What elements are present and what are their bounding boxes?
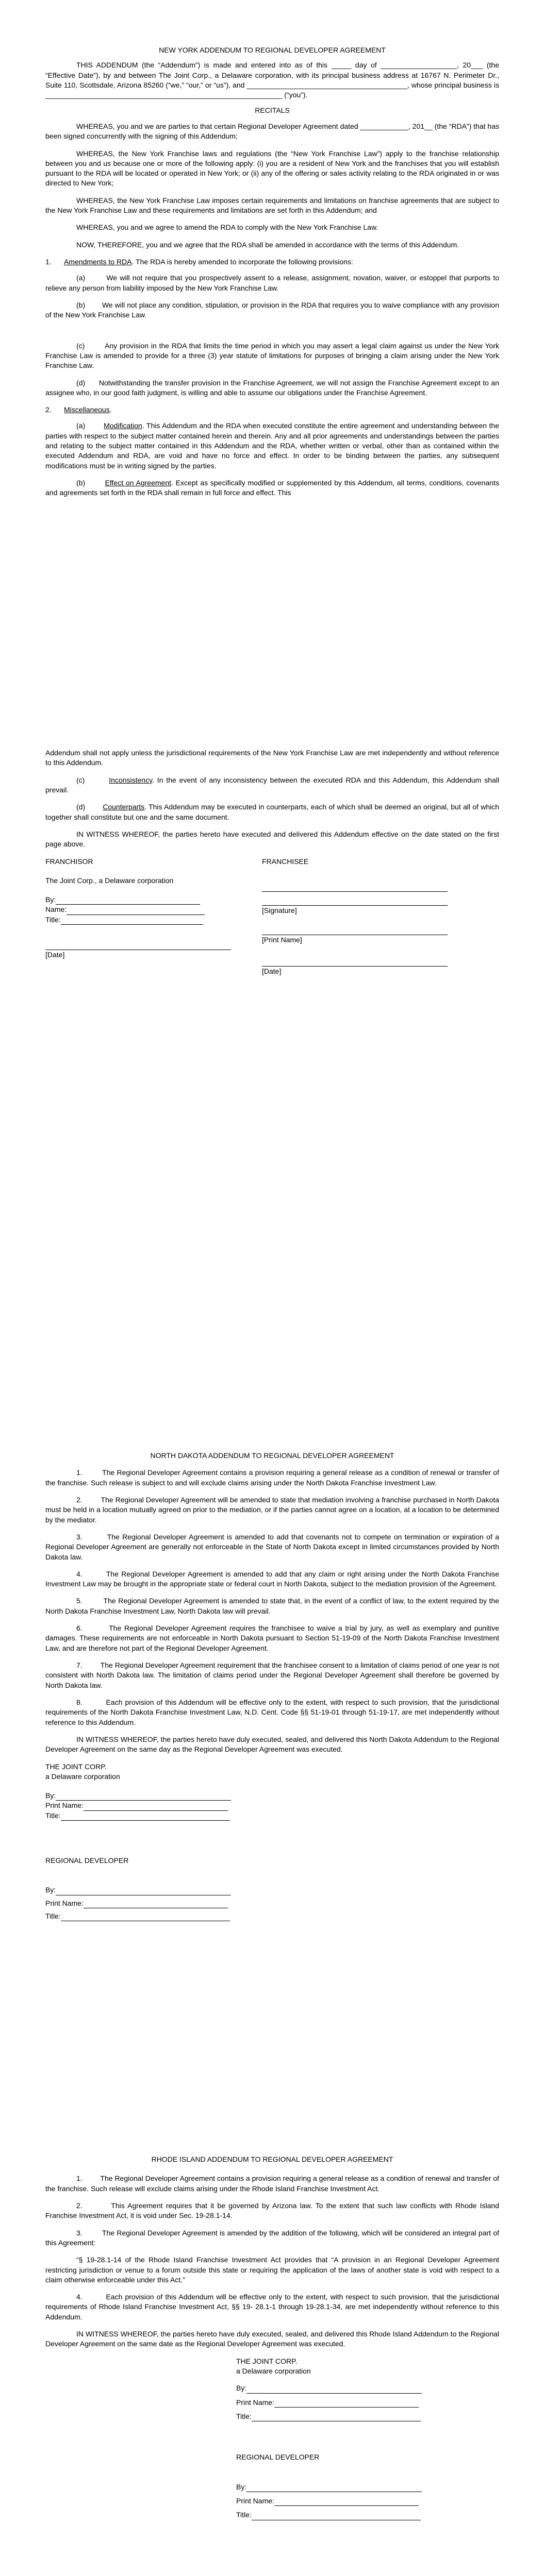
nd-franchisor-block [45, 1762, 499, 1821]
ny-franchisee-block [262, 857, 479, 977]
ny-item-1a-label: (a) [76, 274, 86, 282]
ri-print-name-line[interactable] [274, 2407, 419, 2408]
ri-rd-print-name-line[interactable] [274, 2505, 419, 2506]
ny-item-2b-heading: Effect on Agreement [105, 479, 171, 487]
ny-item-1c [45, 341, 499, 371]
ny-item-2b-label: (b) [76, 479, 86, 487]
ny-item-1a-text: We will not require that you prospectively assent to a release, assignment, novation, waiver, or estoppel that purports to relieve any person from liability imposed by the New York Franchise Law. [45, 274, 499, 292]
ny-franchisor-name: The Joint Corp., a Delaware corporation [45, 876, 174, 885]
nd-print-name-label: Print Name: [45, 1801, 84, 1810]
ny-franchisee-date-label: [Date] [262, 967, 282, 975]
ny-item-1b-label: (b) [76, 300, 86, 309]
ri-addendum [45, 2155, 499, 2520]
ny-witness: IN WITNESS WHEREOF, the parties hereto have executed and delivered this Addendum effective on the date stated on the first page above. [45, 829, 499, 849]
ny-franchisee-date-line[interactable] [262, 966, 448, 967]
nd-rd-print-name-label: Print Name: [45, 1899, 84, 1907]
nd-corp-desc: a Delaware corporation [45, 1772, 120, 1781]
ny-item-1b [45, 300, 499, 320]
ri-by-label: By: [236, 2384, 247, 2393]
nd-para-6: 6. The Regional Developer Agreement requires the franchisee to waive a trial by jury, as well as exemplary and punitive damages. These requirements are not enforceable in North Dakota pursuant to Section 51-19-09 of the North Dakota Franchise Investment Law, and are therefore not part of the Regional Developer Agreement. [45, 1624, 499, 1652]
ny-item-1d-text: Notwithstanding the transfer provision in the Franchise Agreement, we will not assign the Franchise Agreement except to an assignee who, in our good faith judgment, is willing and able to assume our obligations under the Franchise Agreement. [45, 378, 499, 397]
ny-franchisee-signature-label: [Signature] [262, 906, 297, 915]
ny-item-2d-label: (d) [76, 803, 86, 811]
ny-item-1d [45, 378, 499, 398]
nd-para-3: 3. The Regional Developer Agreement is amended to add that covenants not to compete on termination or expiration of a Regional Developer Agreement are generally not enforceable in the State of North Dakota except in limited circumstances provided by North Dakota law. [45, 1532, 499, 1561]
nd-rd-block [45, 1856, 499, 1921]
nd-witness: IN WITNESS WHEREOF, the parties hereto have duly executed, sealed, and delivered this North Dakota Addendum to the Regional Developer Agreement on the same day as the Regional Developer Agreement was executed. [45, 1735, 499, 1754]
nd-title-line[interactable] [61, 1820, 230, 1821]
ny-now-therefore: NOW, THEREFORE, you and we agree that the RDA shall be amended in accordance with the terms of this Addendum. [76, 240, 459, 249]
nd-rd-title-label: Title: [45, 1912, 61, 1920]
ny-item-1c-label: (c) [76, 341, 85, 350]
nd-para-5: 5. The Regional Developer Agreement is amended to state that, in the event of a conflict of law, to the extent required by the North Dakota Franchise Investment Law, North Dakota law will prevail. [45, 1597, 499, 1615]
nd-title-row [45, 1811, 499, 1821]
ri-rd-print-name-label: Print Name: [236, 2496, 274, 2505]
ny-item-1c-text: Any provision in the RDA that limits the time period in which you may assert a legal claim against us under the New York Franchise Law is amended to provide for a three (3) year statute of limitations for purposes of bringing a claim arising under the New York Franchise Law. [45, 341, 499, 370]
ny-item-2b-cont: Addendum shall not apply unless the jurisdictional requirements of the New York Franchise Law are met independently and without reference to this Addendum. [45, 749, 499, 767]
ri-by-line[interactable] [246, 2393, 422, 2394]
ny-item-2c-text: . In the event of any inconsistency between the executed RDA and this Addendum, this Addendum shall prevail. [45, 775, 499, 794]
ri-rd-title-label: Title: [236, 2511, 252, 2519]
ny-item-2b-text: . Except as specifically modified or supplemented by this Addendum, all terms, conditions, covenants and agreements set forth in the RDA shall remain in full force and effect. This [45, 479, 499, 497]
ri-by-row [236, 2383, 499, 2393]
ny-franchisor-title-row [45, 915, 262, 925]
ny-intro: THIS ADDENDUM (the “Addendum”) is made and entered into as of this _____ day of ___________________, 20___ (the “Effective Date”), by and between The Joint Corp., a Delaware corporation, with its principal business address at 16767 N. Perimeter Dr., Suite 110, Scottsdale, Arizona 85260 (“we,” “our,” or “us”), and ________________________________________, whose principal business is ___________________________________________________________ (“you”). [45, 61, 499, 99]
ny-item-1-text: . The RDA is hereby amended to incorporate the following provisions: [131, 258, 353, 266]
nd-rd-by-label: By: [45, 1886, 56, 1894]
nd-para-7: 7. The Regional Developer Agreement requirement that the franchisee consent to a limitation of claims period of one year is not consistent with North Dakota law. The limitation of claims period under the Regional Developer Agreement shall therefore be governed by North Dakota law. [45, 1661, 499, 1689]
ri-print-name-row [236, 2398, 499, 2408]
ny-addendum [45, 45, 499, 505]
ri-para-2: 2. This Agreement requires that it be governed by Arizona law. To the extent that such law conflicts with Rhode Island Franchise Investment Act, it is void under Sec. 19-28.1-14. [45, 2201, 499, 2220]
ri-rd-print-name-row [236, 2496, 499, 2506]
ny-franchisee-label: FRANCHISEE [262, 857, 309, 866]
ny-item-2a-label: (a) [76, 421, 86, 430]
ri-franchisor-block [236, 2357, 499, 2422]
ny-spacer [45, 328, 499, 341]
ri-rd-label: REGIONAL DEVELOPER [236, 2453, 320, 2462]
ny-title-label: Title: [45, 915, 61, 924]
ri-title-row [236, 2412, 499, 2421]
ri-print-name-label: Print Name: [236, 2398, 274, 2406]
ri-corp-desc: a Delaware corporation [236, 2367, 311, 2375]
nd-rd-label: REGIONAL DEVELOPER [45, 1856, 129, 1865]
nd-by-label: By: [45, 1791, 56, 1800]
ri-corp-name: THE JOINT CORP. [236, 2357, 298, 2365]
ny-title: NEW YORK ADDENDUM TO REGIONAL DEVELOPER AGREEMENT [159, 46, 386, 54]
ny-item-2c [45, 775, 499, 795]
ny-franchisor-date-label: [Date] [45, 951, 65, 959]
ny-by-label: By: [45, 895, 56, 904]
nd-title-label: Title: [45, 1811, 61, 1820]
ny-item-2d-heading: Counterparts [103, 803, 145, 811]
ny-item-2d [45, 802, 499, 822]
ri-para-4: 4. Each provision of this Addendum will be effective only to the extent, with respect to such provision, that the jurisdictional requirements of Rhode Island Franchise Investment Act, §§ 19- 28.1-1 through 19-28.1-34, are met independently without reference to this Addendum. [45, 2293, 499, 2321]
ny-item-2-num: 2. [45, 405, 52, 414]
ri-rd-title-row [236, 2510, 499, 2520]
ri-para-3: 3. The Regional Developer Agreement is amended by the addition of the following, which will be considered an integral part of this Agreement: [45, 2228, 499, 2247]
ny-item-1d-label: (d) [76, 378, 86, 387]
nd-by-row [45, 1791, 499, 1801]
ri-title-label: Title: [236, 2412, 252, 2420]
ny-recital-3: WHEREAS, the New York Franchise Law imposes certain requirements and limitations on franchise agreements that are subject to the New York Franchise Law and these requirements and limitations are set forth in this Addendum; and [45, 196, 499, 215]
ny-recitals-heading: RECITALS [255, 106, 290, 114]
ny-franchisor-name-row [45, 905, 262, 914]
ny-item-2-heading: Miscellaneous [64, 405, 110, 414]
ny-item-2b [45, 478, 499, 498]
ny-franchisor-label: FRANCHISOR [45, 857, 93, 866]
nd-rd-by-row [45, 1885, 499, 1895]
ri-witness: IN WITNESS WHEREOF, the parties hereto have duly executed, sealed, and delivered this Rhode Island Addendum to the Regional Developer Agreement on the same date as the Regional Developer Agreement was executed. [45, 2330, 499, 2348]
ny-franchisor-block [45, 857, 262, 977]
ri-title: RHODE ISLAND ADDENDUM TO REGIONAL DEVELOPER AGREEMENT [151, 2155, 393, 2163]
nd-print-name-row [45, 1801, 499, 1810]
ny-recital-1: WHEREAS, you and we are parties to that certain Regional Developer Agreement dated ____________, 201__ (the “RDA”) that has been signed concurrently with the signing of this Addendum; [45, 122, 499, 141]
nd-para-4: 4. The Regional Developer Agreement is amended to add that any claim or right arising under the North Dakota Franchise Investment Law may be brought in the appropriate state or federal court in North Dakota, subject to the mediation provision of the Agreement. [45, 1569, 499, 1588]
ny-item-1-num: 1. [45, 258, 52, 266]
ny-item-1 [45, 257, 499, 267]
ri-rd-by-label: By: [236, 2482, 247, 2491]
ny-item-2a-text: . This Addendum and the RDA when executed constitute the entire agreement and understanding between the parties with respect to the subject matter contained herein and therein. Any and all prior agreements and understandings between the parties and relating to the subject matter contained in this Addendum and the RDA, whether written or verbal, other than as contained within the executed Addendum and RDA, are void and have no force and effect. In order to be binding between the parties, any subsequent modifications must be in writing signed by the parties. [45, 421, 499, 470]
ny-item-2a-heading: Modification [104, 421, 142, 430]
ny-item-2d-text: . This Addendum may be executed in counterparts, each of which shall be deemed an original, but all of which together shall constitute but one and the same document. [45, 803, 500, 821]
ny-item-2c-label: (c) [76, 775, 85, 784]
ny-item-2-text: . [109, 405, 112, 414]
ny-item-1a [45, 273, 499, 293]
ny-item-1-heading: Amendments to RDA [64, 258, 132, 266]
nd-title: NORTH DAKOTA ADDENDUM TO REGIONAL DEVELOPER AGREEMENT [150, 1451, 394, 1460]
ny-name-label: Name: [45, 905, 67, 914]
ny-franchisor-by [45, 895, 262, 905]
ny-title-line[interactable] [61, 924, 203, 925]
ri-rd-block [236, 2452, 499, 2520]
ny-franchisee-print-name-label: [Print Name] [262, 936, 302, 944]
ny-signature-area [45, 857, 499, 977]
nd-corp-name: THE JOINT CORP. [45, 1762, 107, 1771]
ny-item-2a [45, 421, 499, 471]
nd-para-1: 1. The Regional Developer Agreement contains a provision requiring a general release as a condition of renewal or transfer of the franchise. Such release is subject to and will exclude claims arising under the North Dakota Franchise Investment Law. [45, 1468, 499, 1487]
ny-recital-4: WHEREAS, you and we agree to amend the RDA to comply with the New York Franchise Law. [76, 223, 378, 232]
ny-addendum-cont [45, 748, 499, 976]
ny-recital-2: WHEREAS, the New York Franchise laws and regulations (the “New York Franchise Law”) apply to the franchise relationship between you and us because one or more of the following apply: (i) you are a resident of New York and the franchises that you will establish pursuant to the RDA will be located or operated in New York; or (ii) any of the offering or sales activity relating to the RDA originated in or was directed to New York; [45, 149, 499, 188]
ny-item-2c-heading: Inconsistency [109, 775, 153, 784]
nd-rd-print-name-row [45, 1899, 499, 1908]
ri-para-1: 1. The Regional Developer Agreement contains a provision requiring a general release as a condition of renewal and transfer of the franchise. Such release will exclude claims arising under the Rhode Island Franchise Investment Act. [45, 2174, 500, 2193]
nd-addendum [45, 1451, 499, 1921]
nd-para-8: 8. Each provision of this Addendum will be effective only to the extent, with respect to such provision, that the jurisdictional requirements of the North Dakota Franchise Investment Law, N.D. Cent. Code §§ 51-19-01 through 51-19-17, are met independently without reference to this Addendum. [45, 1698, 499, 1726]
ri-rd-by-row [236, 2482, 499, 2492]
nd-rd-title-row [45, 1911, 499, 1921]
ny-franchisee-signature-line-1[interactable] [262, 891, 448, 892]
ny-item-1b-text: We will not place any condition, stipulation, or provision in the RDA that requires you to waive compliance with any provision of the New York Franchise Law. [45, 300, 500, 319]
ny-item-2 [45, 405, 499, 415]
ri-para-3-quote: “§ 19-28.1-14 of the Rhode Island Franchise Investment Act provides that “A provision in an Regional Developer Agreement restricting jurisdiction or venue to a forum outside this state or requiring the application of the laws of another state is void with respect to a claim otherwise enforceable under this Act.” [45, 2256, 499, 2284]
nd-para-2: 2. The Regional Developer Agreement will be amended to state that mediation involving a franchise purchased in North Dakota must be held in a location mutually agreed on prior to the mediation, or if the parties cannot agree on a location, at a location to be determined by the mediator. [45, 1495, 499, 1524]
